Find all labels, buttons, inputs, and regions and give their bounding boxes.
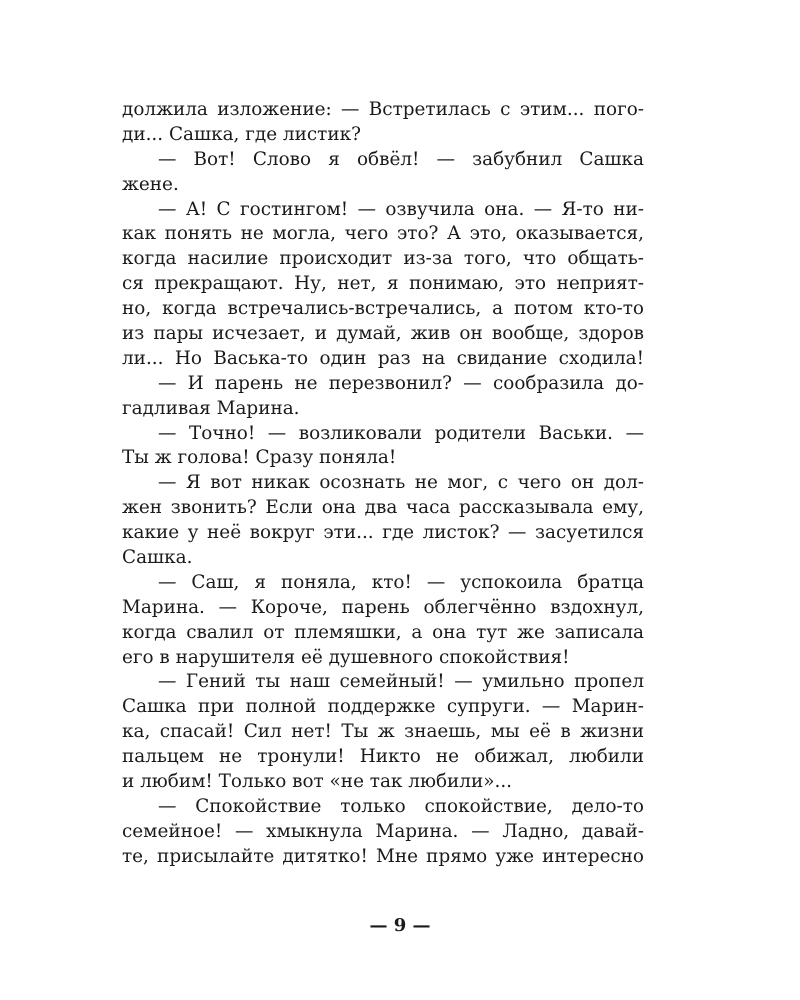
text-line: — Вот! Слово я обвёл! — забубнил Сашка [158, 148, 644, 170]
text-line: — И парень не перезвонил? — сообразила до- [158, 372, 644, 394]
text-line: должила изложение: — Встретилась с этим... пого- [122, 99, 644, 120]
text-line: — Я вот никак осознать не мог, с чего он дол- [158, 472, 644, 494]
text-line: из пары исчезает, и думай, жив он вообще, здоров [122, 323, 644, 345]
text-line: Марина. — Короче, парень облегчённо вздохнул, [122, 596, 644, 618]
page-number: — 9 — [369, 915, 431, 936]
text-line: — Гений ты наш семейный! — умильно пропел [158, 671, 644, 693]
text-line: Ты ж голова! Сразу поняла! [122, 447, 397, 469]
text-line: гадливая Марина. [122, 397, 300, 419]
text-line: пальцем не тронули! Никто не обижал, любили [122, 746, 644, 768]
text-line: Сашка при полной поддержке супруги. — Марин- [122, 696, 644, 718]
text-line: ли... Но Васька-то один раз на свидание сходила! [122, 347, 644, 369]
text-line: — Точно! — возликовали родители Васьки. — [158, 422, 644, 444]
text-line: жен звонить? Если она два часа рассказывала ему, [122, 497, 644, 519]
text-line: — Саш, я поняла, кто! — успокоила братца [158, 571, 644, 593]
text-line: как понять не могла, чего это? А это, оказывается, [122, 223, 644, 245]
text-line: семейное! — хмыкнула Марина. — Ладно, давай- [122, 820, 644, 842]
text-line: ка, спасай! Сил нет! Ты ж знаешь, мы её в жизни [122, 721, 644, 743]
text-line: ди... Сашка, где листик? [122, 123, 361, 145]
text-line: но, когда встречались-встречались, а потом кто-то [122, 298, 644, 320]
text-line: Сашка. [122, 547, 193, 569]
text-line: жене. [122, 173, 179, 195]
text-line: — А! С гостингом! — озвучила она. — Я-то ни- [158, 198, 644, 220]
text-line: когда свалил от племяшки, а она тут же записала [122, 621, 644, 643]
text-line: когда насилие происходит из-за того, что общать- [122, 248, 644, 270]
text-line: какие у неё вокруг эти... где листок? — засуетился [122, 522, 644, 544]
text-line: ся прекращают. Ну, нет, я понимаю, это неприят- [122, 273, 644, 295]
body-text [122, 98, 644, 870]
text-line: те, присылайте дитятко! Мне прямо уже интересно [122, 845, 644, 867]
text-line: и любим! Только вот «не так любили»... [122, 771, 513, 793]
text-line: его в нарушителя её душевного спокойствия! [122, 646, 570, 668]
text-line: — Спокойствие только спокойствие, дело-то [158, 795, 644, 817]
